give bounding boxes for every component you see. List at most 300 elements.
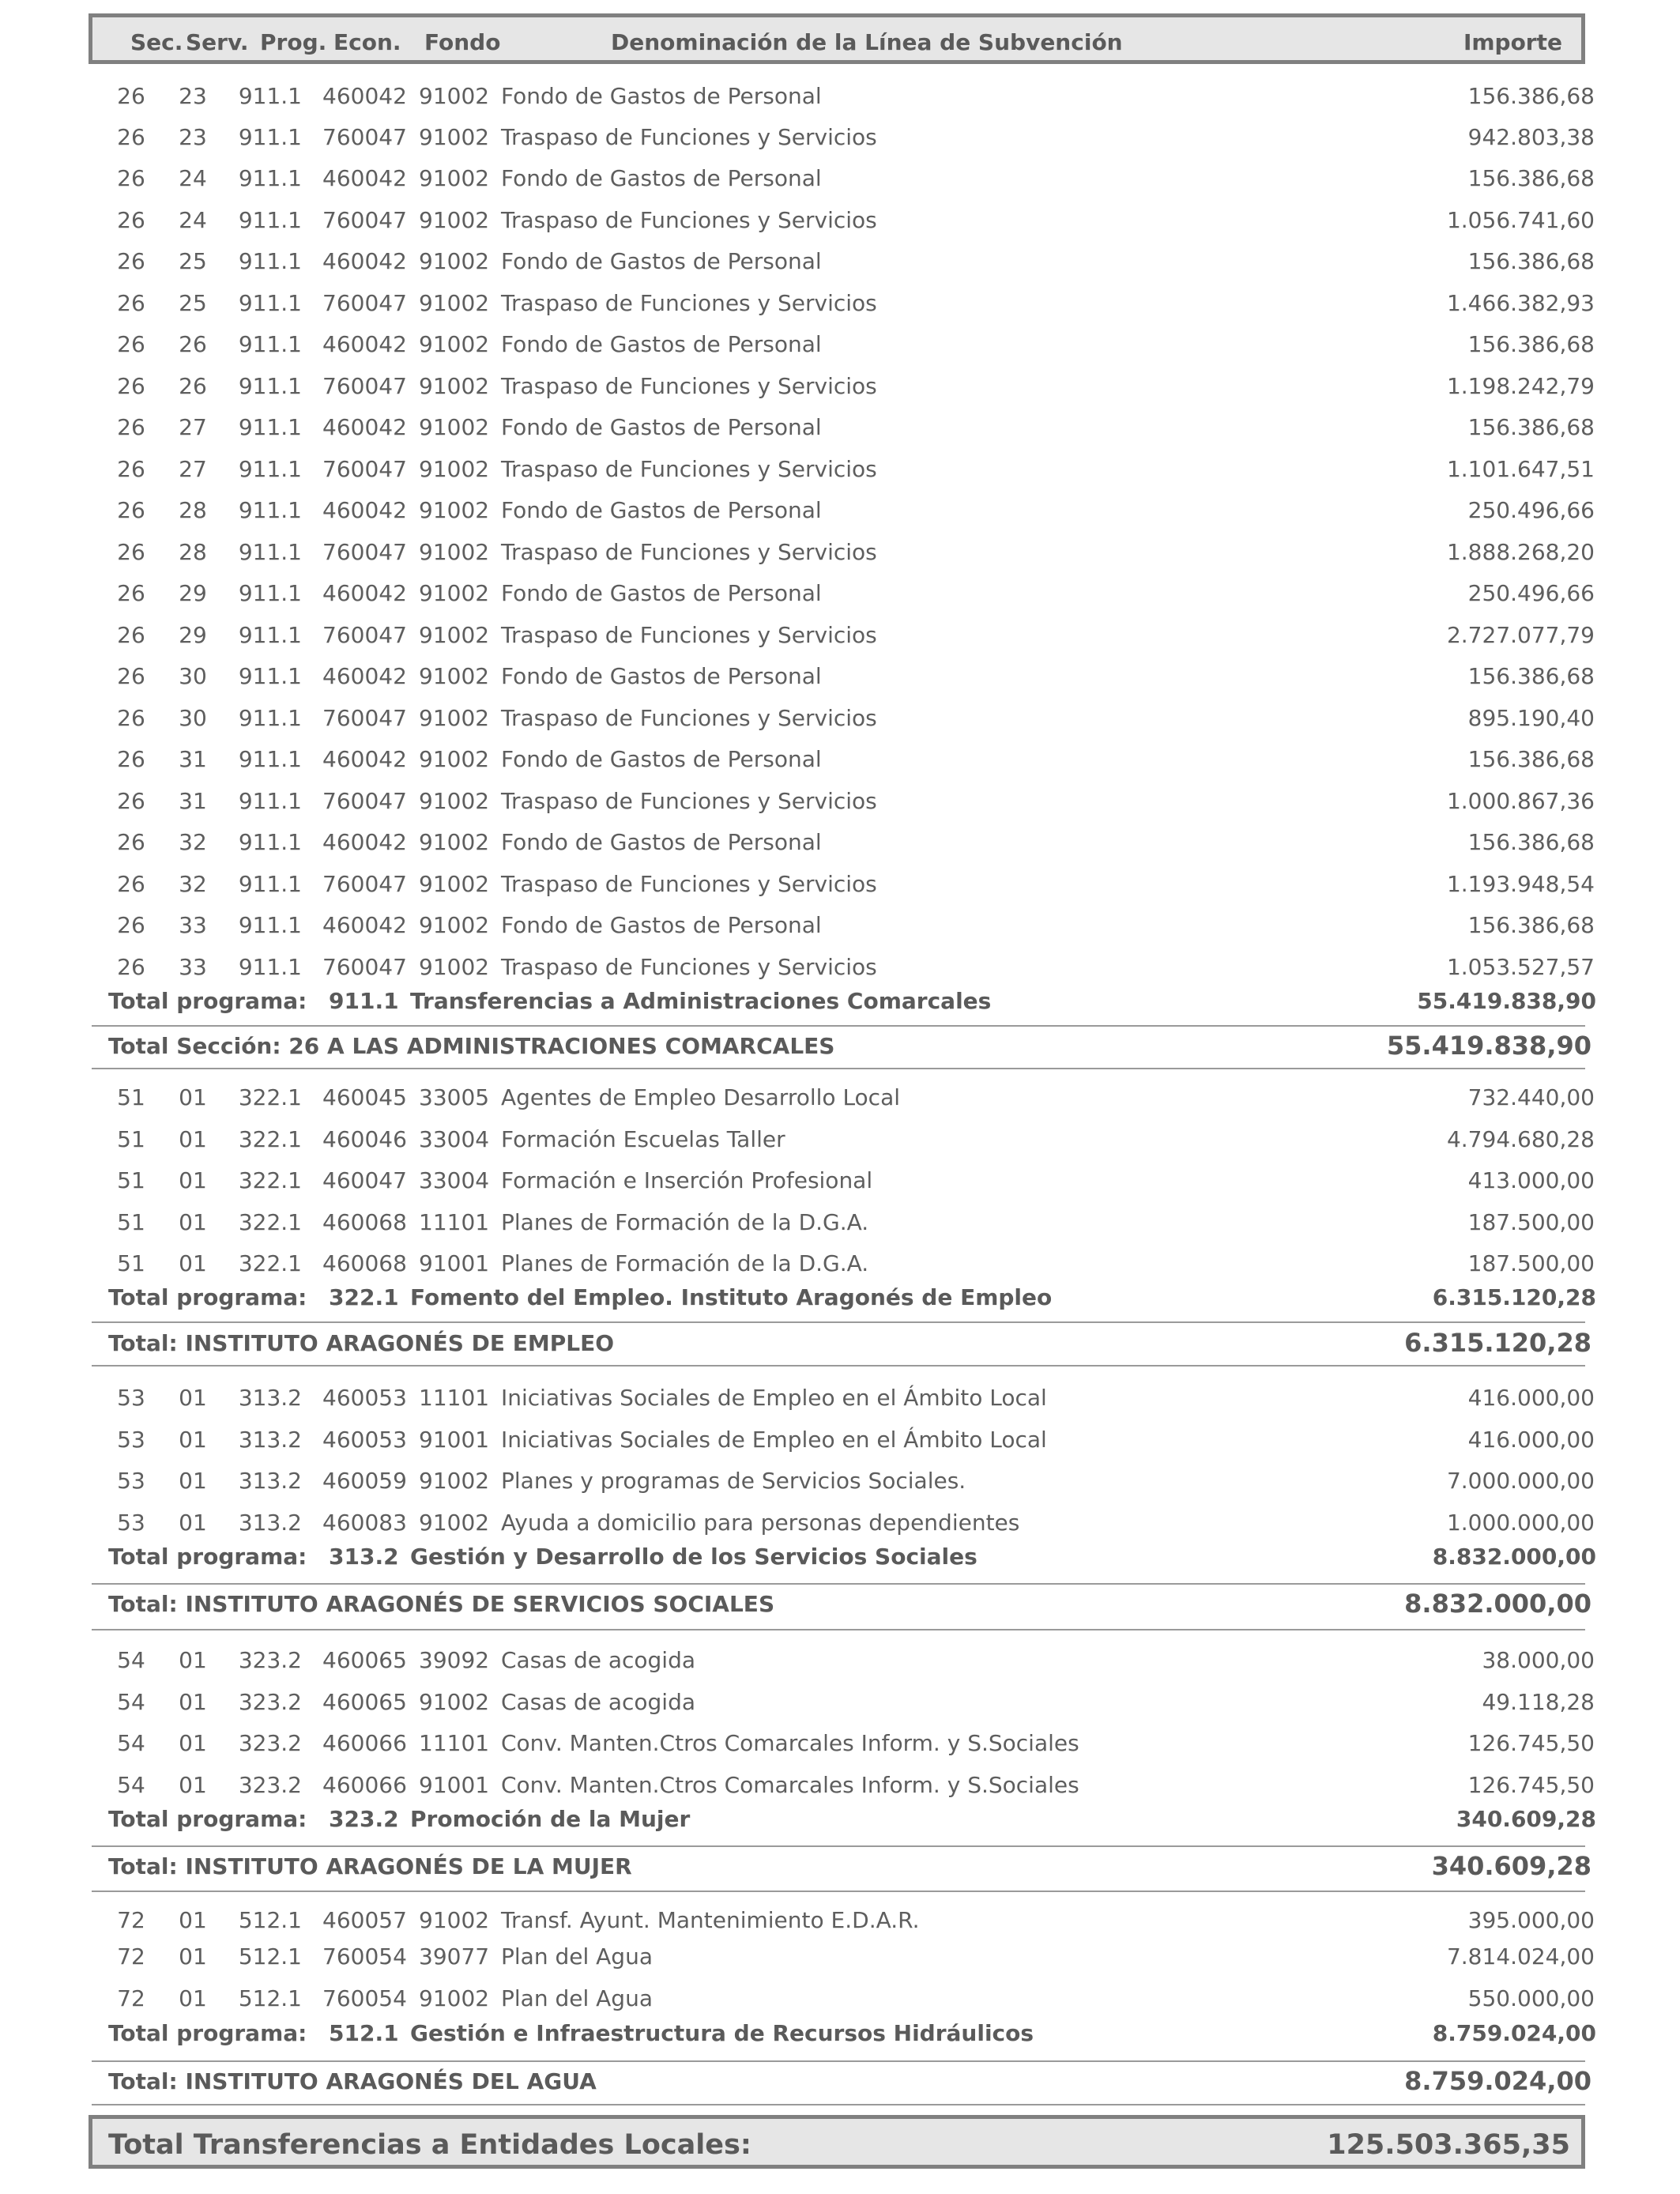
- divider: [92, 2104, 1585, 2105]
- cell-sec: 26: [117, 746, 145, 772]
- cell-importe: 550.000,00: [1467, 1985, 1595, 2011]
- cell-sec: 26: [117, 124, 145, 150]
- table-row: [0, 499, 1680, 526]
- section-total-amount: 8.832.000,00: [1404, 1589, 1591, 1619]
- cell-serv: 01: [179, 1167, 207, 1193]
- cell-denominacion: Planes de Formación de la D.G.A.: [501, 1250, 869, 1276]
- cell-prog: 911.1: [238, 290, 302, 316]
- cell-sec: 26: [117, 207, 145, 233]
- cell-prog: 911.1: [238, 539, 302, 565]
- table-row: [0, 1084, 1680, 1114]
- cell-importe: 250.496,66: [1467, 580, 1595, 606]
- cell-econ: 460083: [322, 1510, 407, 1536]
- cell-serv: 23: [179, 83, 207, 109]
- cell-sec: 72: [117, 1985, 145, 2011]
- cell-importe: 250.496,66: [1467, 497, 1595, 523]
- cell-econ: 460045: [322, 1084, 407, 1110]
- cell-serv: 25: [179, 248, 207, 274]
- cell-sec: 26: [117, 83, 145, 109]
- cell-econ: 460059: [322, 1468, 407, 1494]
- divider: [92, 1845, 1585, 1847]
- cell-importe: 395.000,00: [1467, 1907, 1595, 1933]
- cell-sec: 26: [117, 290, 145, 316]
- cell-denominacion: Transf. Ayunt. Mantenimiento E.D.A.R.: [501, 1907, 920, 1933]
- cell-sec: 51: [117, 1250, 145, 1276]
- table-row: [0, 707, 1680, 734]
- col-header-sec: Sec.: [130, 29, 183, 55]
- cell-serv: 01: [179, 1772, 207, 1798]
- cell-sec: 26: [117, 912, 145, 938]
- cell-econ: 760047: [322, 124, 407, 150]
- cell-fondo: 91002: [419, 663, 490, 689]
- cell-importe: 1.056.741,60: [1446, 207, 1595, 233]
- cell-prog: 512.1: [238, 1943, 302, 1970]
- cell-econ: 460053: [322, 1385, 407, 1411]
- cell-econ: 460042: [322, 829, 407, 855]
- cell-denominacion: Fondo de Gastos de Personal: [501, 165, 822, 191]
- cell-serv: 01: [179, 1084, 207, 1110]
- table-row: [0, 1909, 1680, 1936]
- cell-denominacion: Traspaso de Funciones y Servicios: [501, 539, 877, 565]
- cell-importe: 156.386,68: [1467, 912, 1595, 938]
- col-header-fondo: Fondo: [424, 29, 501, 55]
- cell-sec: 54: [117, 1772, 145, 1798]
- cell-prog: 323.2: [238, 1730, 302, 1756]
- table-row: [0, 541, 1680, 568]
- program-total-amount: 340.609,28: [1456, 1806, 1596, 1832]
- section-total-label: Total: INSTITUTO ARAGONÉS DE LA MUJER: [108, 1853, 632, 1879]
- cell-serv: 28: [179, 497, 207, 523]
- cell-fondo: 91001: [419, 1427, 490, 1453]
- cell-econ: 460046: [322, 1126, 407, 1152]
- program-total-row: [0, 1808, 1680, 1835]
- cell-denominacion: Casas de acogida: [501, 1689, 696, 1715]
- cell-prog: 911.1: [238, 912, 302, 938]
- cell-prog: 911.1: [238, 414, 302, 440]
- cell-serv: 23: [179, 124, 207, 150]
- grand-total-label: Total Transferencias a Entidades Locales:: [108, 2129, 751, 2161]
- cell-prog: 911.1: [238, 871, 302, 897]
- cell-importe: 416.000,00: [1467, 1385, 1595, 1411]
- cell-denominacion: Traspaso de Funciones y Servicios: [501, 788, 877, 814]
- cell-serv: 33: [179, 912, 207, 938]
- cell-sec: 51: [117, 1167, 145, 1193]
- cell-fondo: 91002: [419, 580, 490, 606]
- cell-importe: 156.386,68: [1467, 746, 1595, 772]
- cell-prog: 911.1: [238, 663, 302, 689]
- cell-serv: 31: [179, 746, 207, 772]
- section-total-amount: 55.419.838,90: [1386, 1031, 1591, 1061]
- cell-prog: 322.1: [238, 1250, 302, 1276]
- cell-econ: 760047: [322, 373, 407, 399]
- program-name: Promoción de la Mujer: [410, 1806, 691, 1832]
- table-row: [0, 1250, 1680, 1280]
- table-row: [0, 831, 1680, 858]
- cell-importe: 413.000,00: [1467, 1167, 1595, 1193]
- cell-importe: 1.053.527,57: [1446, 954, 1595, 980]
- program-total-label: Total programa:: [108, 1544, 307, 1570]
- cell-econ: 460068: [322, 1209, 407, 1235]
- cell-denominacion: Traspaso de Funciones y Servicios: [501, 954, 877, 980]
- cell-fondo: 91002: [419, 248, 490, 274]
- cell-denominacion: Iniciativas Sociales de Empleo en el Ámbito Local: [501, 1385, 1047, 1411]
- cell-econ: 760047: [322, 539, 407, 565]
- cell-fondo: 91002: [419, 539, 490, 565]
- cell-prog: 313.2: [238, 1468, 302, 1494]
- cell-importe: 416.000,00: [1467, 1427, 1595, 1453]
- table-row: [0, 1429, 1680, 1456]
- section-total-row: [0, 2066, 1680, 2099]
- cell-fondo: 33004: [419, 1167, 490, 1193]
- cell-econ: 460053: [322, 1427, 407, 1453]
- table-row: [0, 165, 1680, 194]
- program-total-amount: 8.832.000,00: [1432, 1544, 1596, 1570]
- program-name: Gestión e Infraestructura de Recursos Hidráulicos: [410, 2020, 1034, 2046]
- cell-prog: 322.1: [238, 1126, 302, 1152]
- cell-denominacion: Traspaso de Funciones y Servicios: [501, 622, 877, 648]
- cell-fondo: 91001: [419, 1250, 490, 1276]
- section-total-row: [0, 1031, 1680, 1064]
- cell-sec: 54: [117, 1730, 145, 1756]
- table-row: [0, 1985, 1680, 2015]
- divider: [92, 1629, 1585, 1630]
- cell-importe: 1.101.647,51: [1446, 456, 1595, 482]
- cell-denominacion: Traspaso de Funciones y Servicios: [501, 290, 877, 316]
- cell-importe: 1.198.242,79: [1446, 373, 1595, 399]
- program-name: Gestión y Desarrollo de los Servicios Sociales: [410, 1544, 977, 1570]
- cell-prog: 323.2: [238, 1689, 302, 1715]
- cell-sec: 26: [117, 871, 145, 897]
- table-row: [0, 1943, 1680, 1973]
- cell-serv: 28: [179, 539, 207, 565]
- table-row: [0, 624, 1680, 651]
- program-total-amount: 6.315.120,28: [1432, 1284, 1596, 1310]
- section-total-label: Total Sección: 26 A LAS ADMINISTRACIONES COMARCALES: [108, 1033, 835, 1059]
- table-row: [0, 248, 1680, 277]
- cell-fondo: 11101: [419, 1385, 490, 1411]
- divider: [92, 1891, 1585, 1892]
- cell-importe: 187.500,00: [1467, 1209, 1595, 1235]
- cell-serv: 27: [179, 414, 207, 440]
- cell-sec: 26: [117, 788, 145, 814]
- program-code: 313.2: [329, 1544, 399, 1570]
- program-total-label: Total programa:: [108, 988, 307, 1014]
- table-row: [0, 85, 1680, 112]
- cell-econ: 760047: [322, 788, 407, 814]
- cell-importe: 126.745,50: [1467, 1772, 1595, 1798]
- cell-sec: 72: [117, 1943, 145, 1970]
- divider: [92, 1321, 1585, 1323]
- cell-fondo: 91002: [419, 207, 490, 233]
- cell-fondo: 91002: [419, 788, 490, 814]
- cell-sec: 26: [117, 331, 145, 357]
- cell-prog: 911.1: [238, 83, 302, 109]
- cell-denominacion: Fondo de Gastos de Personal: [501, 912, 822, 938]
- cell-econ: 460042: [322, 248, 407, 274]
- cell-prog: 911.1: [238, 954, 302, 980]
- cell-sec: 53: [117, 1385, 145, 1411]
- cell-fondo: 91002: [419, 497, 490, 523]
- cell-sec: 72: [117, 1907, 145, 1933]
- cell-fondo: 91002: [419, 1985, 490, 2011]
- program-total-amount: 8.759.024,00: [1432, 2020, 1596, 2046]
- cell-importe: 732.440,00: [1467, 1084, 1595, 1110]
- cell-econ: 460042: [322, 912, 407, 938]
- cell-denominacion: Formación e Inserción Profesional: [501, 1167, 873, 1193]
- table-row: [0, 1209, 1680, 1238]
- cell-fondo: 39077: [419, 1943, 490, 1970]
- col-header-serv: Serv.: [186, 29, 249, 55]
- cell-prog: 313.2: [238, 1510, 302, 1536]
- cell-fondo: 91002: [419, 1689, 490, 1715]
- cell-denominacion: Conv. Manten.Ctros Comarcales Inform. y S.Sociales: [501, 1772, 1079, 1798]
- table-row: [0, 414, 1680, 443]
- cell-denominacion: Fondo de Gastos de Personal: [501, 414, 822, 440]
- cell-serv: 33: [179, 954, 207, 980]
- cell-fondo: 91001: [419, 1772, 490, 1798]
- cell-econ: 460042: [322, 580, 407, 606]
- table-row: [0, 1691, 1680, 1718]
- cell-importe: 7.814.024,00: [1446, 1943, 1595, 1970]
- cell-econ: 460042: [322, 83, 407, 109]
- cell-fondo: 91002: [419, 414, 490, 440]
- cell-fondo: 91002: [419, 746, 490, 772]
- cell-denominacion: Planes y programas de Servicios Sociales.: [501, 1468, 966, 1494]
- cell-econ: 460042: [322, 497, 407, 523]
- cell-importe: 156.386,68: [1467, 414, 1595, 440]
- cell-prog: 323.2: [238, 1647, 302, 1673]
- cell-prog: 313.2: [238, 1427, 302, 1453]
- cell-sec: 26: [117, 248, 145, 274]
- section-total-label: Total: INSTITUTO ARAGONÉS DEL AGUA: [108, 2068, 597, 2094]
- cell-importe: 4.794.680,28: [1446, 1126, 1595, 1152]
- cell-importe: 1.466.382,93: [1446, 290, 1595, 316]
- table-row: [0, 292, 1680, 319]
- cell-prog: 911.1: [238, 165, 302, 191]
- cell-importe: 187.500,00: [1467, 1250, 1595, 1276]
- cell-sec: 26: [117, 954, 145, 980]
- cell-fondo: 91002: [419, 124, 490, 150]
- cell-fondo: 39092: [419, 1647, 490, 1673]
- cell-denominacion: Traspaso de Funciones y Servicios: [501, 207, 877, 233]
- cell-econ: 460042: [322, 165, 407, 191]
- table-row: [0, 582, 1680, 609]
- cell-serv: 29: [179, 622, 207, 648]
- cell-serv: 01: [179, 1126, 207, 1152]
- cell-prog: 911.1: [238, 829, 302, 855]
- program-total-row: [0, 2022, 1680, 2049]
- table-row: [0, 1387, 1680, 1414]
- table-row: [0, 790, 1680, 817]
- cell-sec: 54: [117, 1647, 145, 1673]
- cell-prog: 313.2: [238, 1385, 302, 1411]
- cell-denominacion: Traspaso de Funciones y Servicios: [501, 373, 877, 399]
- table-row: [0, 748, 1680, 775]
- cell-serv: 01: [179, 1385, 207, 1411]
- section-total-amount: 8.759.024,00: [1404, 2066, 1591, 2096]
- cell-serv: 01: [179, 1510, 207, 1536]
- table-row: [0, 1167, 1680, 1197]
- section-total-amount: 340.609,28: [1431, 1851, 1591, 1881]
- cell-serv: 29: [179, 580, 207, 606]
- table-row: [0, 458, 1680, 485]
- cell-importe: 156.386,68: [1467, 829, 1595, 855]
- cell-econ: 760054: [322, 1943, 407, 1970]
- cell-econ: 460068: [322, 1250, 407, 1276]
- grand-total: [89, 2115, 1585, 2169]
- cell-fondo: 33005: [419, 1084, 490, 1110]
- cell-denominacion: Fondo de Gastos de Personal: [501, 746, 822, 772]
- divider: [92, 1583, 1585, 1585]
- cell-sec: 26: [117, 829, 145, 855]
- cell-sec: 26: [117, 373, 145, 399]
- divider: [92, 2060, 1585, 2062]
- cell-prog: 911.1: [238, 497, 302, 523]
- cell-importe: 156.386,68: [1467, 165, 1595, 191]
- cell-denominacion: Traspaso de Funciones y Servicios: [501, 124, 877, 150]
- cell-prog: 911.1: [238, 124, 302, 150]
- cell-fondo: 91002: [419, 871, 490, 897]
- cell-sec: 53: [117, 1510, 145, 1536]
- cell-econ: 760047: [322, 705, 407, 731]
- program-total-row: [0, 990, 1680, 1017]
- cell-prog: 911.1: [238, 580, 302, 606]
- cell-importe: 895.190,40: [1467, 705, 1595, 731]
- col-header-prog: Prog.: [260, 29, 327, 55]
- cell-fondo: 91002: [419, 705, 490, 731]
- cell-sec: 26: [117, 497, 145, 523]
- cell-fondo: 91002: [419, 83, 490, 109]
- cell-serv: 31: [179, 788, 207, 814]
- cell-econ: 460042: [322, 663, 407, 689]
- cell-importe: 1.193.948,54: [1446, 871, 1595, 897]
- table-row: [0, 1649, 1680, 1676]
- cell-serv: 01: [179, 1250, 207, 1276]
- cell-econ: 760047: [322, 207, 407, 233]
- cell-importe: 7.000.000,00: [1446, 1468, 1595, 1494]
- cell-denominacion: Fondo de Gastos de Personal: [501, 829, 822, 855]
- cell-serv: 32: [179, 829, 207, 855]
- cell-denominacion: Fondo de Gastos de Personal: [501, 331, 822, 357]
- cell-denominacion: Fondo de Gastos de Personal: [501, 580, 822, 606]
- cell-econ: 460042: [322, 746, 407, 772]
- cell-serv: 01: [179, 1985, 207, 2011]
- cell-importe: 156.386,68: [1467, 248, 1595, 274]
- cell-econ: 460057: [322, 1907, 407, 1933]
- cell-denominacion: Iniciativas Sociales de Empleo en el Ámbito Local: [501, 1427, 1047, 1453]
- cell-importe: 1.000.867,36: [1446, 788, 1595, 814]
- cell-fondo: 91002: [419, 1468, 490, 1494]
- cell-serv: 01: [179, 1689, 207, 1715]
- cell-importe: 156.386,68: [1467, 331, 1595, 357]
- table-row: [0, 1470, 1680, 1497]
- cell-fondo: 33004: [419, 1126, 490, 1152]
- cell-fondo: 91002: [419, 165, 490, 191]
- cell-fondo: 91002: [419, 331, 490, 357]
- cell-prog: 911.1: [238, 622, 302, 648]
- cell-denominacion: Casas de acogida: [501, 1647, 696, 1673]
- section-total-row: [0, 1328, 1680, 1361]
- cell-denominacion: Formación Escuelas Taller: [501, 1126, 785, 1152]
- cell-prog: 911.1: [238, 331, 302, 357]
- cell-sec: 26: [117, 165, 145, 191]
- table-row: [0, 1732, 1680, 1759]
- cell-econ: 460065: [322, 1647, 407, 1673]
- program-total-label: Total programa:: [108, 1806, 307, 1832]
- cell-fondo: 91002: [419, 290, 490, 316]
- table-row: [0, 375, 1680, 402]
- cell-sec: 51: [117, 1126, 145, 1152]
- table-row: [0, 665, 1680, 692]
- program-total-label: Total programa:: [108, 2020, 307, 2046]
- grand-total-amount: 125.503.365,35: [1327, 2129, 1570, 2161]
- cell-econ: 460042: [322, 331, 407, 357]
- cell-denominacion: Plan del Agua: [501, 1985, 653, 2011]
- cell-denominacion: Fondo de Gastos de Personal: [501, 83, 822, 109]
- cell-sec: 53: [117, 1468, 145, 1494]
- cell-econ: 760054: [322, 1985, 407, 2011]
- cell-denominacion: Conv. Manten.Ctros Comarcales Inform. y S.Sociales: [501, 1730, 1079, 1756]
- cell-serv: 32: [179, 871, 207, 897]
- cell-prog: 322.1: [238, 1084, 302, 1110]
- cell-prog: 911.1: [238, 788, 302, 814]
- cell-prog: 512.1: [238, 1985, 302, 2011]
- divider: [92, 1365, 1585, 1367]
- col-header-importe: Importe: [1463, 29, 1562, 55]
- cell-denominacion: Fondo de Gastos de Personal: [501, 497, 822, 523]
- cell-serv: 01: [179, 1468, 207, 1494]
- cell-denominacion: Traspaso de Funciones y Servicios: [501, 871, 877, 897]
- cell-serv: 30: [179, 663, 207, 689]
- program-total-row: [0, 1284, 1680, 1314]
- cell-fondo: 91002: [419, 1907, 490, 1933]
- cell-serv: 27: [179, 456, 207, 482]
- cell-prog: 512.1: [238, 1907, 302, 1933]
- cell-sec: 26: [117, 663, 145, 689]
- cell-econ: 460065: [322, 1689, 407, 1715]
- cell-denominacion: Planes de Formación de la D.G.A.: [501, 1209, 869, 1235]
- cell-econ: 760047: [322, 954, 407, 980]
- cell-sec: 54: [117, 1689, 145, 1715]
- cell-fondo: 91002: [419, 912, 490, 938]
- cell-importe: 126.745,50: [1467, 1730, 1595, 1756]
- cell-prog: 911.1: [238, 248, 302, 274]
- table-row: [0, 1774, 1680, 1801]
- cell-econ: 760047: [322, 622, 407, 648]
- cell-sec: 26: [117, 456, 145, 482]
- program-total-amount: 55.419.838,90: [1417, 988, 1596, 1014]
- cell-serv: 01: [179, 1730, 207, 1756]
- table-row: [0, 1512, 1680, 1539]
- cell-econ: 760047: [322, 456, 407, 482]
- table-row: [0, 873, 1680, 900]
- cell-prog: 323.2: [238, 1772, 302, 1798]
- program-code: 911.1: [329, 988, 399, 1014]
- table-row: [0, 914, 1680, 941]
- cell-sec: 51: [117, 1209, 145, 1235]
- cell-importe: 2.727.077,79: [1446, 622, 1595, 648]
- divider: [92, 1068, 1585, 1069]
- cell-prog: 322.1: [238, 1167, 302, 1193]
- cell-sec: 51: [117, 1084, 145, 1110]
- cell-denominacion: Traspaso de Funciones y Servicios: [501, 456, 877, 482]
- col-header-econ: Econ.: [333, 29, 401, 55]
- section-total-label: Total: INSTITUTO ARAGONÉS DE SERVICIOS SOCIALES: [108, 1591, 775, 1617]
- program-total-label: Total programa:: [108, 1284, 307, 1310]
- cell-importe: 1.888.268,20: [1446, 539, 1595, 565]
- cell-sec: 26: [117, 705, 145, 731]
- cell-econ: 460066: [322, 1772, 407, 1798]
